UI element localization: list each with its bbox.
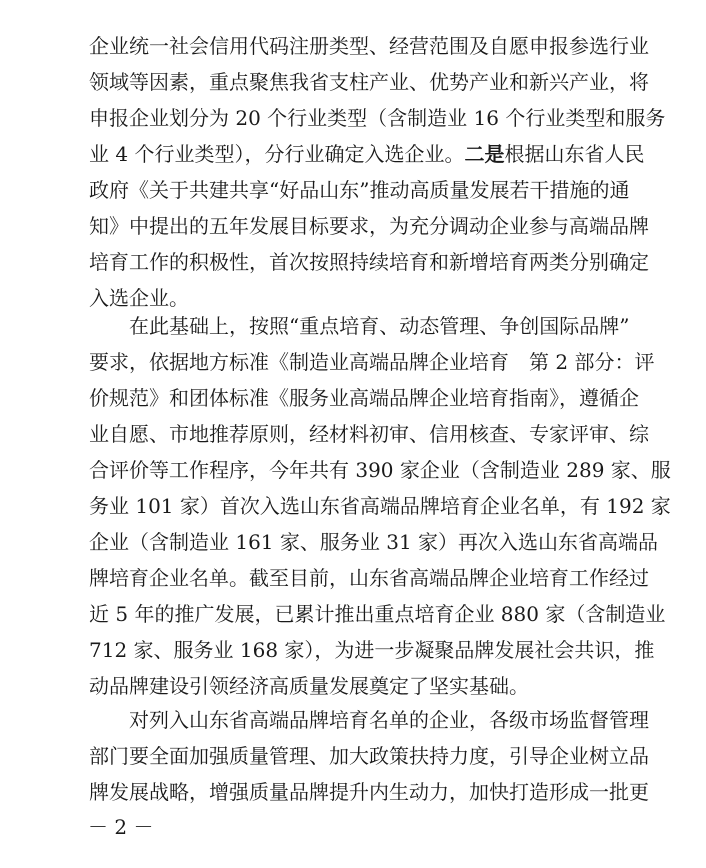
body-line	[89, 136, 645, 172]
bold-marker: 二是	[464, 142, 505, 166]
body-line: 入选企业。	[89, 286, 189, 310]
body-line: 部门要全面加强质量管理、加大政策扶持力度，引导企业树立品	[89, 744, 649, 768]
body-line: 价规范》和团体标准《服务业高端品牌企业培育指南》，遵循企	[89, 386, 639, 410]
body-line: 务业 101 家）首次入选山东省高端品牌培育企业名单，有 192 家	[89, 494, 671, 518]
body-text: 业 4 个行业类型），分行业确定入选企业。	[89, 142, 465, 166]
body-line: 培育工作的积极性，首次按照持续培育和新增培育两类分别确定	[89, 250, 649, 274]
body-line: 要求，依据地方标准《制造业高端品牌企业培育 第 2 部分：评	[89, 350, 655, 374]
body-line: 近 5 年的推广发展，已累计推出重点培育企业 880 家（含制造业	[89, 602, 666, 626]
body-line: 知》中提出的五年发展目标要求，为充分调动企业参与高端品牌	[89, 214, 649, 238]
body-line: 合评价等工作程序，今年共有 390 家企业（含制造业 289 家、服	[89, 458, 671, 482]
body-line: 企业（含制造业 161 家、服务业 31 家）再次入选山东省高端品	[89, 530, 659, 554]
paragraph-start-line: 在此基础上，按照“重点培育、动态管理、争创国际品牌”	[129, 314, 630, 338]
body-text: 根据山东省人民	[504, 142, 645, 166]
page-number: － 2 －	[88, 815, 154, 839]
body-line: 企业统一社会信用代码注册类型、经营范围及自愿申报参选行业	[89, 34, 649, 58]
body-line: 业自愿、市地推荐原则，经材料初审、信用核查、专家评审、综	[89, 422, 649, 446]
paragraph-start-line: 对列入山东省高端品牌培育名单的企业，各级市场监督管理	[129, 708, 649, 732]
body-line: 领域等因素，重点聚焦我省支柱产业、优势产业和新兴产业，将	[89, 70, 649, 94]
body-line: 712 家、服务业 168 家），为进一步凝聚品牌发展社会共识，推	[89, 638, 655, 662]
body-line: 申报企业划分为 20 个行业类型（含制造业 16 个行业类型和服务	[89, 106, 666, 130]
body-line: 政府《关于共建共享“好品山东”推动高质量发展若干措施的通	[89, 178, 630, 202]
body-line: 牌发展战略，增强质量品牌提升内生动力，加快打造形成一批更	[89, 780, 649, 804]
body-line: 动品牌建设引领经济高质量发展奠定了坚实基础。	[89, 674, 529, 698]
body-line: 牌培育企业名单。截至目前，山东省高端品牌企业培育工作经过	[89, 566, 649, 590]
